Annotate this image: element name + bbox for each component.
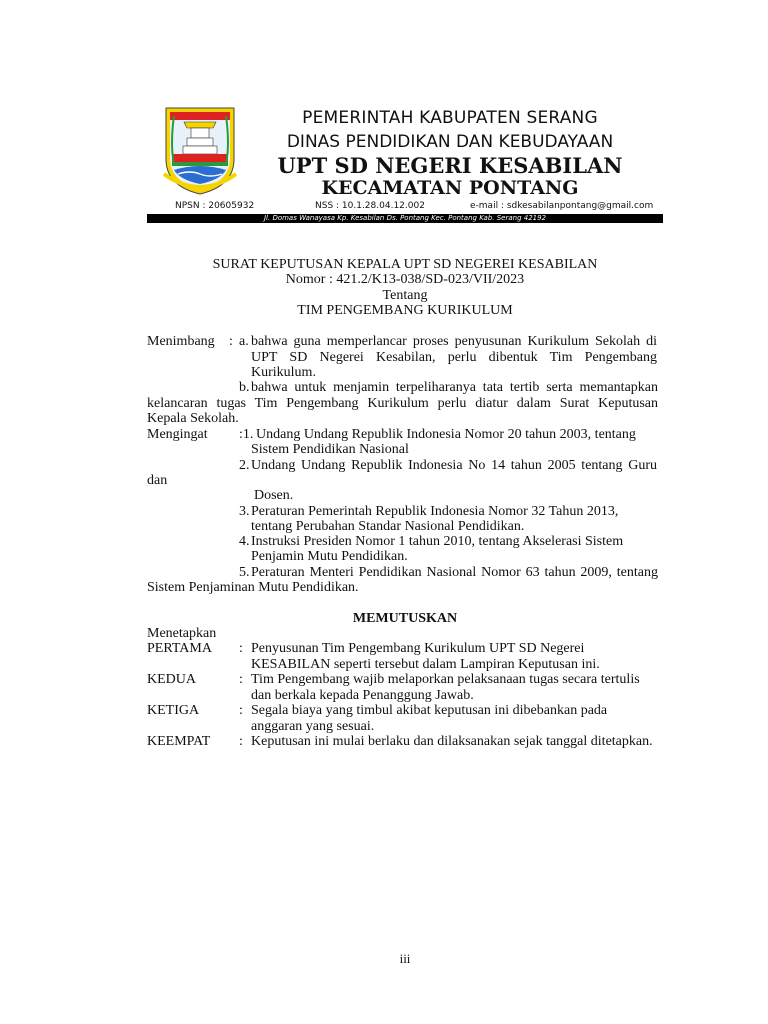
keempat-label: KEEMPAT [147,734,211,749]
pertama-line1: Penyusunan Tim Pengembang Kurikulum UPT SD Negerei [251,641,585,656]
mengingat-1-line2: Sistem Pendidikan Nasional [251,442,409,457]
kedua-colon: : [239,672,243,687]
mengingat-3-marker: 3. [239,504,250,519]
mengingat-3-line2: tentang Perubahan Standar Nasional Pendidikan. [251,519,525,534]
mengingat-4-marker: 4. [239,534,250,549]
mengingat-5-line1: Peraturan Menteri Pendidikan Nasional Nomor 63 tahun 2009, tentang [251,565,658,580]
mengingat-2-line1: Undang Undang Republik Indonesia No 14 tahun 2005 tentang Guru [251,458,657,473]
school-address: Jl. Domas Wanayasa Kp. Kesabilan Ds. Pontang Kec. Pontang Kab. Serang 42192 [263,214,547,222]
decree-about-label: Tentang [382,288,428,303]
mengingat-2-line2: dan [147,473,168,488]
school-email: e-mail : sdkesabilanpontang@gmail.com [470,201,654,211]
regency-emblem-logo [160,104,240,196]
letterhead-school-name: UPT SD NEGERI KESABILAN [277,153,623,178]
menimbang-colon: : [229,334,233,349]
pertama-label: PERTAMA [147,641,212,656]
menimbang-b-marker: b. [239,380,250,395]
nss-number: NSS : 10.1.28.04.12.002 [315,201,425,211]
mengingat-4-line1: Instruksi Presiden Nomor 1 tahun 2010, tentang Akselerasi Sistem [251,534,624,549]
ketiga-colon: : [239,703,243,718]
mengingat-1-line1: Undang Undang Republik Indonesia Nomor 20 tahun 2003, tentang [256,427,636,442]
ketiga-label: KETIGA [147,703,200,718]
decree-subject: TIM PENGEMBANG KURIKULUM [297,303,513,318]
page-number: iii [399,951,411,966]
mengingat-label: Mengingat [147,427,208,442]
pertama-line2: KESABILAN seperti tersebut dalam Lampiran Keputusan ini. [251,657,600,672]
keempat-colon: : [239,734,243,749]
ketiga-line1: Segala biaya yang timbul akibat keputusan ini dibebankan pada [251,703,608,718]
memutuskan-heading: MEMUTUSKAN [352,611,458,626]
mengingat-4-line2: Penjamin Mutu Pendidikan. [251,549,408,564]
menetapkan-label: Menetapkan [147,626,217,641]
mengingat-2-line3: Dosen. [254,488,294,503]
menimbang-a-marker: a. [239,334,249,349]
menimbang-a-line1: bahwa guna memperlancar proses penyusunan Kurikulum Sekolah di [251,334,657,349]
menimbang-a-line2: UPT SD Negerei Kesabilan, perlu dibentuk Tim Pengembang [251,350,657,365]
keempat-line1: Keputusan ini mulai berlaku dan dilaksanakan sejak tanggal ditetapkan. [251,734,653,749]
mengingat-2-marker: 2. [239,458,250,473]
mengingat-3-line1: Peraturan Pemerintah Republik Indonesia Nomor 32 Tahun 2013, [251,504,619,519]
kedua-label: KEDUA [147,672,196,687]
decree-number: Nomor : 421.2/K13-038/SD-023/VII/2023 [285,272,525,287]
kedua-line2: dan berkala kepada Penanggung Jawab. [251,688,474,703]
menimbang-b-line1: bahwa untuk menjamin terpeliharanya tata tertib serta memantapkan [251,380,658,395]
menimbang-b-line2: kelancaran tugas Tim Pengembang Kurikulum perlu diatur dalam Surat Keputusan [147,396,658,411]
letterhead-department-name: DINAS PENDIDIKAN DAN KEBUDAYAAN [286,132,614,152]
letterhead-government-name: PEMERINTAH KABUPATEN SERANG [302,108,598,128]
kedua-line1: Tim Pengembang wajib melaporkan pelaksanaan tugas secara tertulis [251,672,640,687]
pertama-colon: : [239,641,243,656]
menimbang-label: Menimbang [147,334,215,349]
letterhead-district-name: KECAMATAN PONTANG [321,177,579,199]
npsn-number: NPSN : 20605932 [175,201,255,211]
mengingat-5-line2: Sistem Penjaminan Mutu Pendidikan. [147,580,359,595]
decree-title: SURAT KEPUTUSAN KEPALA UPT SD NEGEREI KESABILAN [212,257,598,272]
menimbang-b-line3: Kepala Sekolah. [147,411,239,426]
menimbang-a-line3: Kurikulum. [251,365,316,380]
mengingat-1-marker: :1. [239,427,254,442]
ketiga-line2: anggaran yang sesuai. [251,719,375,734]
mengingat-5-marker: 5. [239,565,250,580]
